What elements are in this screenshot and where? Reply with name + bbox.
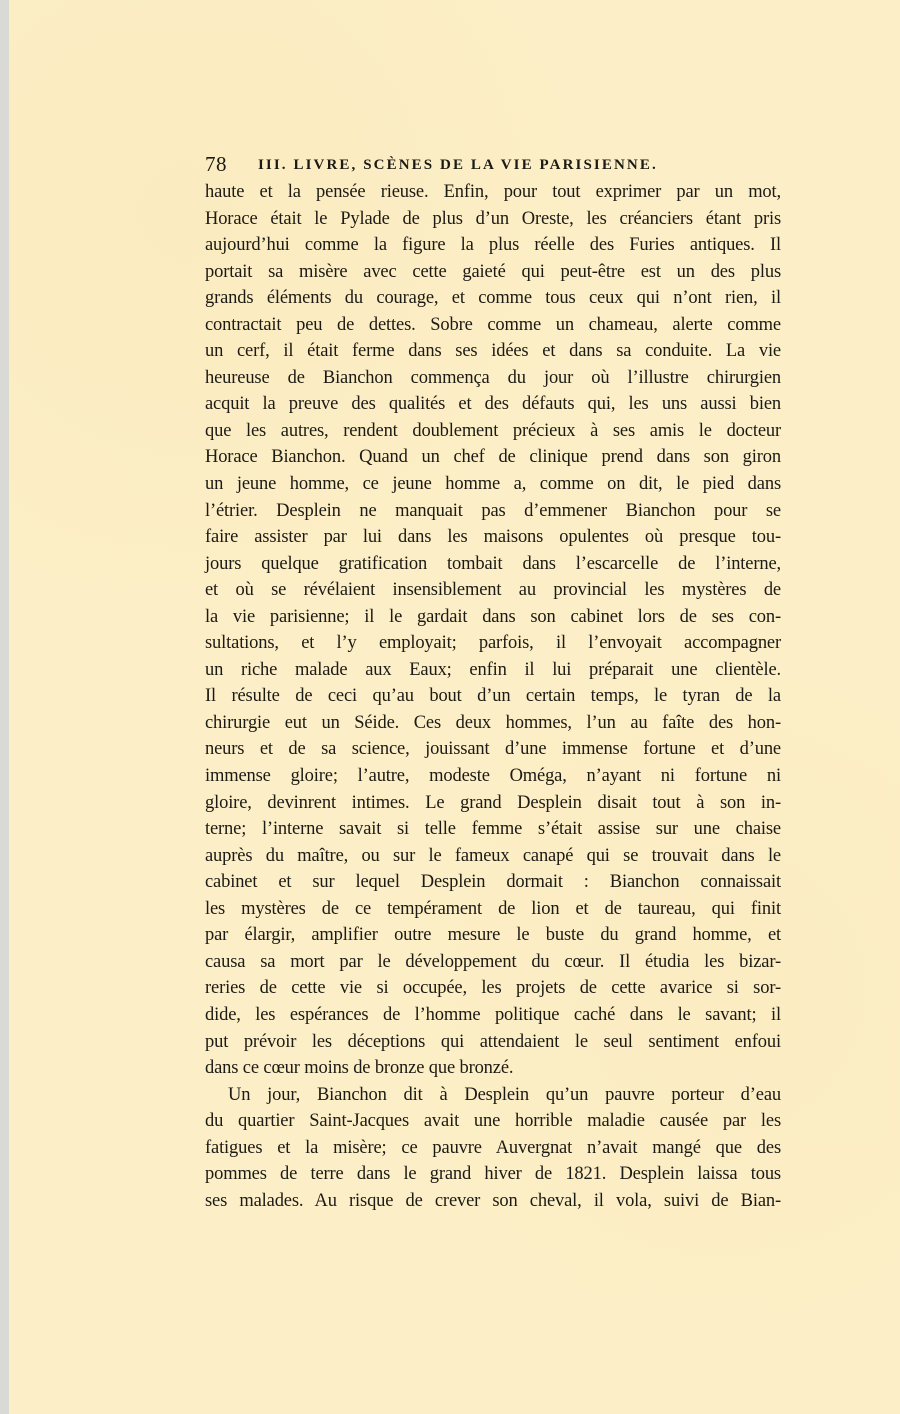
paragraph-2 <box>205 1082 781 1215</box>
text-line: un jeune homme, ce jeune homme a, comme on dit, le pied dans <box>205 474 781 495</box>
text-line: la vie parisienne; il le gardait dans son cabinet lors de ses con- <box>205 606 781 627</box>
text-line: un riche malade aux Eaux; enfin il lui préparait une clientèle. <box>205 659 781 680</box>
running-head <box>205 149 781 179</box>
text-line: faire assister par lui dans les maisons opulentes où presque tou- <box>205 527 781 548</box>
text-line: par élargir, amplifier outre mesure le buste du grand homme, et <box>205 925 781 946</box>
text-line: haute et la pensée rieuse. Enfin, pour tout exprimer par un mot, <box>205 182 781 202</box>
text-line: heureuse de Bianchon commença du jour où l’illustre chirurgien <box>205 367 781 388</box>
text-line: acquit la preuve des qualités et des défauts qui, les uns aussi bien <box>205 394 781 415</box>
text-line: pommes de terre dans le grand hiver de 1821. Desplein laissa tous <box>205 1164 781 1185</box>
text-line: put prévoir les déceptions qui attendaient le seul sentiment enfoui <box>205 1031 781 1052</box>
text-line: l’étrier. Desplein ne manquait pas d’emmener Bianchon pour se <box>205 500 781 521</box>
paragraph-1 <box>205 179 781 1082</box>
text-line: chirurgie eut un Séide. Ces deux hommes, l’un au faîte des hon- <box>205 712 781 733</box>
text-line: jours quelque gratification tombait dans l’escarcelle de l’interne, <box>205 553 781 574</box>
book-page <box>9 0 900 1414</box>
text-line: reries de cette vie si occupée, les projets de cette avarice si sor- <box>205 978 781 999</box>
text-line: que les autres, rendent doublement précieux à ses amis le docteur <box>205 420 781 441</box>
text-line: ses malades. Au risque de crever son cheval, il vola, suivi de Bian- <box>205 1190 781 1211</box>
text-line: Horace Bianchon. Quand un chef de clinique prend dans son giron <box>205 447 781 468</box>
text-line: les mystères de ce tempérament de lion et de taureau, qui finit <box>205 898 781 919</box>
text-line: Il résulte de ceci qu’au bout d’un certain temps, le tyran de la <box>205 686 781 707</box>
page-number: 78 <box>205 152 227 176</box>
text-line: dans ce cœur moins de bronze que bronzé. <box>205 1058 514 1079</box>
text-line: aujourd’hui comme la figure la plus réelle des Furies antiques. Il <box>205 235 781 256</box>
text-line: cabinet et sur lequel Desplein dormait : Bianchon connaissait <box>205 872 781 893</box>
text-line: terne; l’interne savait si telle femme s’était assise sur une chaise <box>205 819 781 840</box>
text-line: portait sa misère avec cette gaieté qui peut-être est un des plus <box>205 261 781 282</box>
text-line: gloire, devinrent intimes. Le grand Desplein disait tout à son in- <box>205 792 781 813</box>
text-line: immense gloire; l’autre, modeste Oméga, n’ayant ni fortune ni <box>205 766 781 787</box>
text-line: Horace était le Pylade de plus d’un Oreste, les créanciers étant pris <box>205 208 781 229</box>
text-line: fatigues et la misère; ce pauvre Auvergnat n’avait mangé que des <box>205 1137 781 1158</box>
text-block <box>205 149 781 1214</box>
text-line: du quartier Saint-Jacques avait une horrible maladie causée par les <box>205 1111 781 1132</box>
text-line: causa sa mort par le développement du cœur. Il étudia les bizar- <box>205 951 781 972</box>
text-line: dide, les espérances de l’homme politique caché dans le savant; il <box>205 1004 781 1025</box>
text-line: et où se révélaient insensiblement au provincial les mystères de <box>205 580 781 601</box>
text-line: un cerf, il était ferme dans ses idées et dans sa conduite. La vie <box>205 341 781 362</box>
text-line: neurs et de sa science, jouissant d’une immense fortune et d’une <box>205 739 781 760</box>
text-line: auprès du maître, ou sur le fameux canapé qui se trouvait dans le <box>205 845 781 866</box>
text-line: grands éléments du courage, et comme tous ceux qui n’ont rien, il <box>205 288 781 309</box>
running-title: III. LIVRE, SCÈNES DE LA VIE PARISIENNE. <box>258 157 658 173</box>
text-line: contractait peu de dettes. Sobre comme un chameau, alerte comme <box>205 314 781 335</box>
text-line: sultations, et l’y employait; parfois, il l’envoyait accompagner <box>205 633 781 654</box>
text-line: Un jour, Bianchon dit à Desplein qu’un pauvre porteur d’eau <box>228 1084 781 1105</box>
